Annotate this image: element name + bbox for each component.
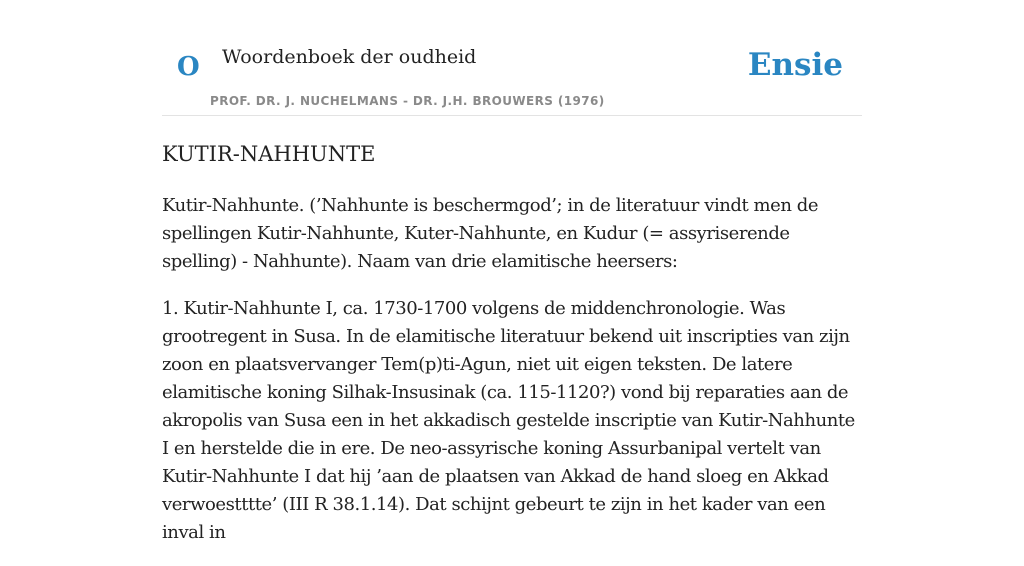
letter-index-link[interactable]: O xyxy=(177,52,200,82)
entry-body xyxy=(162,192,862,566)
ensie-logo-link[interactable]: Ensie xyxy=(747,47,843,83)
entry-paragraph-intro: Kutir-Nahhunte. (’Nahhunte is beschermgod’; in de literatuur vindt men de spellingen Kutir-Nahhunte, Kuter-Nahhunte, en Kudur (= assyriserende spelling) - Nahhunte). Naam van drie elamitische heersers: xyxy=(162,195,819,272)
book-title-link[interactable]: Woordenboek der oudheid xyxy=(222,46,477,68)
entry-paragraph-1: 1. Kutir-Nahhunte I, ca. 1730-1700 volgens de middenchronologie. Was grootregent in Susa. In de elamitische literatuur bekend uit inscripties van zijn zoon en plaatsvervanger Tem(p)ti-Agun, niet uit eigen teksten. De latere elamitische koning Silhak-Insusinak (ca. 115-1120?) vond bij reparaties aan de akropolis van Susa een in het akkadisch gestelde inscriptie van Kutir-Nahhunte I en herstelde die in ere. De neo-assyrische koning Assurbanipal vertelt van Kutir-Nahhunte I dat hij ’aan de plaatsen van Akkad de hand sloeg en Akkad verwoestttte’ (III R 38.1.14). Dat schijnt gebeurt te zijn in het kader van een inval in xyxy=(162,298,855,543)
book-authors: PROF. DR. J. NUCHELMANS - DR. J.H. BROUWERS (1976) xyxy=(210,94,605,108)
book-header xyxy=(162,0,862,116)
entry-title: KUTIR-NAHHUNTE xyxy=(162,142,376,166)
